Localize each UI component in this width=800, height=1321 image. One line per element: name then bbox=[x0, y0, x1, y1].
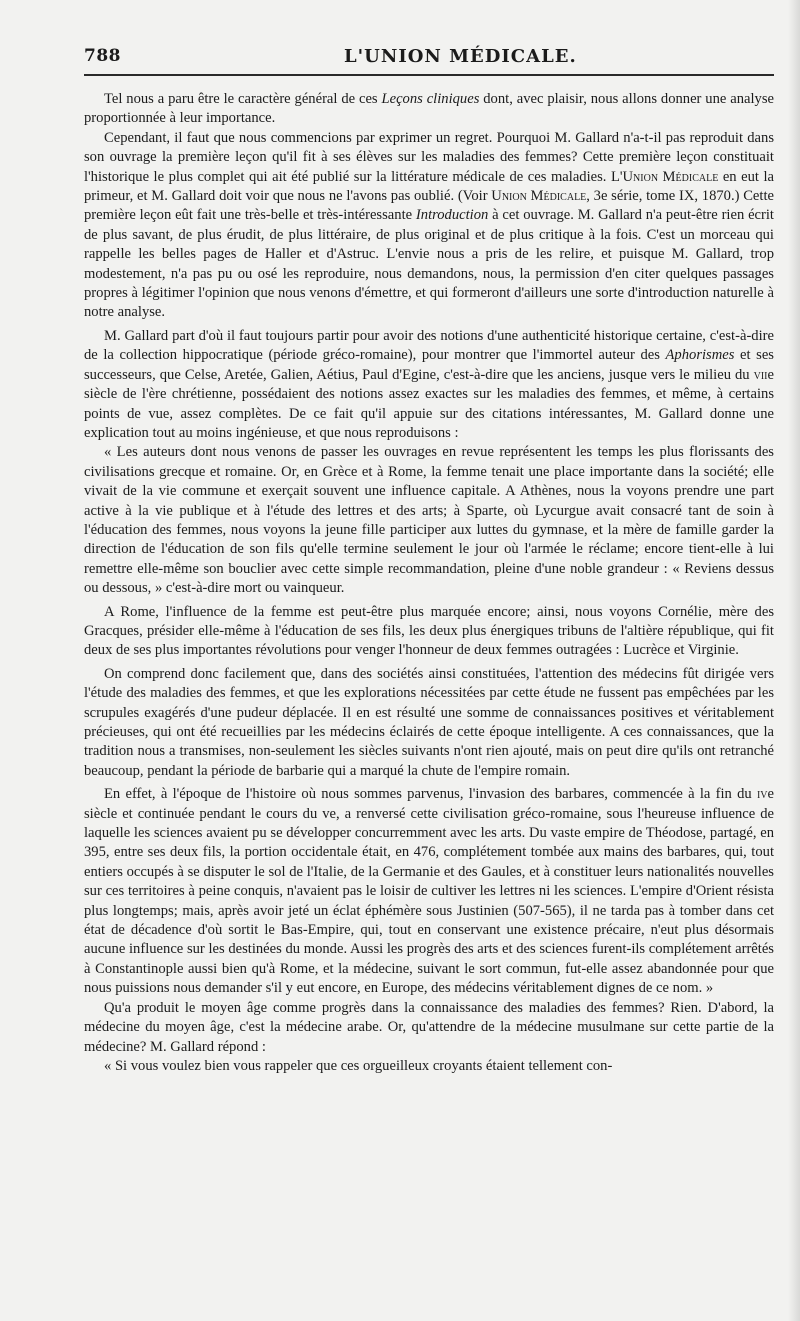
paragraph bbox=[84, 129, 774, 323]
paragraph bbox=[84, 443, 774, 598]
text-run: e siècle de l'ère chrétienne, possédaient des notions assez exactes sur les maladies des femmes, et même, à certains points de vue, assez complètes. De ce fait qu'il appuie sur des citations intéressantes, M. Gallard donne une explication tout au moins ingénieuse, et que nous reproduisons : bbox=[84, 366, 774, 441]
small-caps-text: iv bbox=[756, 786, 768, 803]
text-run: A Rome, l'influence de la femme est peut-être plus marquée encore; ainsi, nous voyons Cornélie, mère des Gracques, présider elle-même à l'éducation de ses fils, les deux plus énergiques tribuns de l'altière république, qui fit deux de ses plus importantes révolutions pour venger l'honneur de deux femmes outragées : Lucrèce et Virginie. bbox=[84, 603, 774, 659]
paragraph bbox=[84, 1057, 774, 1076]
text-run: en eut la primeur, et M. Gallard doit voir que nous ne l'avons pas oublié. (Voir bbox=[84, 168, 774, 205]
small-caps-text: vii bbox=[753, 366, 768, 383]
text-run: En effet, à l'époque de l'histoire où nous sommes parvenus, l'invasion des barbares, commencée à la fin du bbox=[104, 786, 757, 803]
paragraph bbox=[84, 999, 774, 1057]
text-run: M. Gallard part d'où il faut toujours partir pour avoir des notions d'une authenticité historique certaine, c'est-à-dire de la collection hippocratique (période gréco-romaine), pour montrer que l'immortel auteur des bbox=[84, 327, 774, 364]
page-number: 788 bbox=[84, 46, 121, 66]
paragraph bbox=[84, 90, 774, 129]
italic-text: Leçons cliniques bbox=[381, 91, 480, 107]
text-run: « Si vous voulez bien vous rappeler que ces orgueilleux croyants étaient tellement con- bbox=[104, 1057, 613, 1074]
text-run: Cependant, il faut que nous commencions par exprimer un regret. Pourquoi M. Gallard n'a-t-il pas reproduit dans son ouvrage la première leçon qu'il fit à ses élèves sur les maladies des femmes? Cette première leçon constituait l'historique le plus complet qui ait été publié sur la littérature médicale de ces maladies. L' bbox=[84, 129, 774, 185]
small-caps-text: Union Médicale bbox=[622, 168, 719, 185]
small-caps-text: Union Médicale bbox=[491, 188, 587, 205]
text-run: à cet ouvrage. M. Gallard n'a peut-être rien écrit de plus savant, de plus érudit, de plus littéraire, de plus original et de plus critique à la fois. C'est un morceau qui rappelle les belles pages de Haller et d'Astruc. L'envie nous a pris de les relire, et puisque M. Gallard, trop modestement, n'a pas pu ou osé les reproduire, nous demandons, nous, la permission d'en citer quelques passages propres à légitimer l'opinion que nous venons d'émettre, et qui formeront d'ailleurs une sorte d'introduction naturelle à notre analyse. bbox=[84, 207, 774, 321]
text-run: Qu'a produit le moyen âge comme progrès dans la connaissance des maladies des femmes? Rien. D'abord, la médecine du moyen âge, c'est la médecine arabe. Or, qu'attendre de la médecine musulmane sur cette partie de la médecine? M. Gallard répond : bbox=[84, 999, 774, 1055]
text-run: On comprend donc facilement que, dans des sociétés ainsi constituées, l'attention des médecins fût dirigée vers l'étude des maladies des femmes, et que les explorations nécessitées par cette étude ne fussent pas empêchées par les scrupules exagérés d'une pudeur déplacée. Il en est résulté une somme de connaissances positives et véritablement précieuses, qui ont été recueillies par les médecins éclairés de cette époque intelligente. A ces connaissances, que la tradition nous a transmises, non-seulement les siècles suivants n'ont rien ajouté, mais on peut dire qu'ils ont retranché beaucoup, pendant la période de barbarie qui a marqué la chute de l'empire romain. bbox=[84, 665, 774, 779]
italic-text: Introduction bbox=[415, 207, 489, 224]
page-header bbox=[84, 44, 774, 76]
text-run: dont, avec plaisir, nous allons donner une analyse proportionnée à leur importance. bbox=[84, 91, 774, 127]
text-run: e siècle et continuée pendant le cours du ve, a renversé cette civilisation gréco-romaine, sous l'heureuse influence de laquelle les sciences avaient pu se développer concurremment avec les arts. Du vaste empire de Théodose, partagé, en 395, entre ses deux fils, la portion occidentale était, en 476, complétement tombée aux mains des barbares, qui, tout entiers occupés à se disputer le sol de l'Italie, de la Germanie et des Gaules, et à constituer leurs nationalités nouvelles sur ces territoires à peine conquis, n'avaient pas le loisir de cultiver les lettres ni les sciences. L'empire d'Orient résista plus longtemps; mais, après avoir jeté un éclat éphémère sous Justinien (507-565), il ne tarda pas à tomber dans cet état de décadence d'où sortit le Bas-Empire, qui, tout en conservant une existence précaire, n'eut plus désormais aucune influence sur les destinées du monde. Aussi les progrès des arts et des sciences furent-ils complétement arrêtés à Constantinople aussi bien qu'à Rome, et la médecine, suivant le sort commun, fut-elle assez abandonnée pour que nous puissions nous demander s'il y eut encore, en Europe, des médecins véritablement dignes de ce nom. » bbox=[84, 786, 774, 997]
paragraph bbox=[84, 785, 774, 998]
text-run: , 3e série, tome IX, 1870.) Cette première leçon eût fait une très-belle et très-intéressante bbox=[84, 188, 774, 224]
article-body bbox=[84, 90, 774, 1076]
text-run: Tel nous a paru être le caractère général de ces bbox=[104, 91, 382, 107]
text-run: et ses successeurs, que Celse, Aretée, Galien, Aétius, Paul d'Egine, c'est-à-dire que les anciens, jusque vers le milieu du bbox=[84, 347, 774, 383]
text-run: « Les auteurs dont nous venons de passer les ouvrages en revue représentent les temps les plus florissants des civilisations grecque et romaine. Or, en Grèce et à Rome, la femme tenait une place importante dans la société; elle vivait de la vie commune et exerçait souvent une influence capitale. A Athènes, nous la voyons prendre une part active à la vie publique et à l'étude des lettres et des arts; à Sparte, où Lycurgue avait consacré tant de soin à l'éducation des femmes, nous voyons la jeune fille participer aux luttes du gymnase, et la mère de famille garder la direction de l'éducation de son fils qu'elle termine seulement le jour où l'armée le réclame; encore tient-elle à lui remettre elle-même son bouclier avec cette simple recommandation, pleine d'une noble grandeur : « Reviens dessus ou dessous, » c'est-à-dire mort ou vainqueur. bbox=[84, 444, 774, 597]
paragraph bbox=[84, 327, 774, 443]
running-head: L'UNION MÉDICALE. bbox=[344, 46, 577, 67]
paragraph bbox=[84, 603, 774, 661]
italic-text: Aphorismes bbox=[665, 347, 735, 364]
paragraph bbox=[84, 665, 774, 781]
